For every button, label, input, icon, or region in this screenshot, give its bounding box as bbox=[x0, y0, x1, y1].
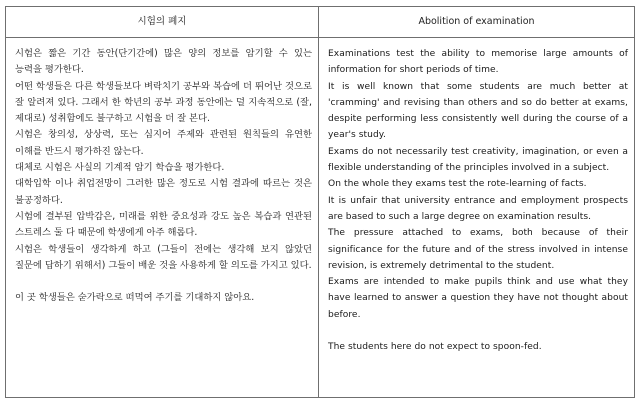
korean-paragraph-6: 시험에 결부된 압박감은, 미래를 위한 중요성과 강도 높은 복습과 연관된 스트레스 둘 다 때문에 학생에게 아주 해롭다. bbox=[15, 210, 312, 239]
english-paragraph-1: Examinations test the ability to memorise large amounts of information for short periods of time. bbox=[328, 49, 628, 76]
english-paragraph-7: Exams are intended to make pupils think and use what they have learned to answer a question they have not thought about before. bbox=[328, 277, 628, 320]
korean-paragraph-7: 시험은 학생들이 생각하게 하고 (그들이 전에는 생각해 보지 않았던 질문에 답하기 위해서) 그들이 배운 것을 사용하게 할 의도를 가지고 있다. bbox=[15, 243, 312, 271]
english-closing-line: The students here do not expect to spoon-fed. bbox=[328, 342, 542, 353]
korean-paragraph-1: 시험은 짧은 기간 동안(단기간에) 많은 양의 정보를 암기할 수 있는 능력을 평가한다. bbox=[15, 48, 312, 76]
english-text-cell bbox=[319, 38, 635, 398]
paragraph-gap bbox=[328, 323, 628, 339]
korean-paragraph-2: 어떤 학생들은 다른 학생들보다 벼락치기 공부와 복습에 더 뛰어난 것으로 잘 알려져 있다. 그래서 한 학년의 공부 과정 동안에는 덜 지속적으로 (잘, 제대로) 성취함에도 불구하고 시험을 더 잘 본다. bbox=[15, 80, 312, 125]
header-row bbox=[6, 7, 635, 38]
korean-paragraph-5: 대학입학 이나 취업전망이 그러한 많은 정도로 시험 결과에 따르는 것은 불공정하다. bbox=[15, 178, 312, 206]
korean-paragraph-3: 시험은 창의성, 상상력, 또는 심지어 주제와 관련된 원칙들의 유연한 이해를 반드시 평가하진 않는다. bbox=[15, 129, 312, 157]
body-row bbox=[6, 38, 635, 398]
english-paragraph-5: It is unfair that university entrance and employment prospects are based to such a large degree on examination results. bbox=[328, 195, 628, 222]
english-paragraph-6: The pressure attached to exams, both because of their significance for the future and of the stress involved in intense revision, is extremely detrimental to the student. bbox=[328, 228, 628, 271]
korean-header: 시험의 폐지 bbox=[6, 7, 319, 38]
english-header: Abolition of examination bbox=[319, 7, 635, 38]
english-paragraph-3: Exams do not necessarily test creativity, imagination, or even a flexible understanding of the principles involved in a subject. bbox=[328, 146, 628, 174]
english-paragraph-2: It is well known that some students are much better at 'cramming' and revising than others and so do better at exams, despite performing less consistently well during the course of a year's study. bbox=[328, 81, 628, 141]
korean-text-cell bbox=[6, 38, 319, 398]
translation-table bbox=[5, 6, 635, 398]
korean-paragraph-4: 대체로 시험은 사실의 기계적 암기 학습을 평가한다. bbox=[15, 162, 225, 174]
korean-closing-line: 이 곳 학생들은 숟가락으로 떠먹여 주기를 기대하지 않아요. bbox=[15, 292, 255, 304]
paragraph-gap bbox=[15, 274, 312, 290]
english-paragraph-4: On the whole they exams test the rote-learning of facts. bbox=[328, 179, 587, 190]
